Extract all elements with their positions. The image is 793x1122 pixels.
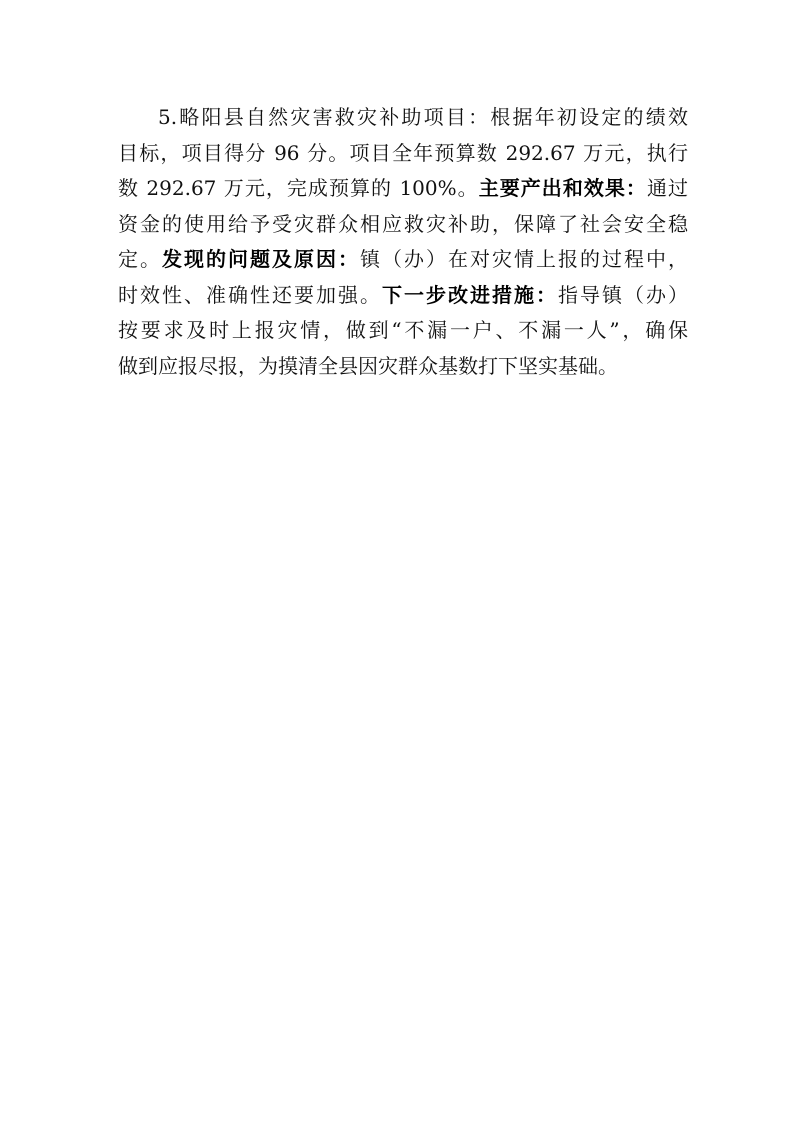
paragraph-line: [118, 278, 688, 314]
line-text: 做到应报尽报，为摸清全县因灾群众基数打下坚实基础。: [118, 353, 618, 378]
paragraph-line: [118, 136, 688, 172]
line-text: 通过: [646, 176, 689, 200]
line-text: 按要求及时上报灾情，做到“不漏一户、不漏一人”，确保: [118, 318, 688, 342]
line-text: 5.略阳县自然灾害救灾补助项目：根据年初设定的绩效: [158, 105, 688, 129]
line-text: 定。: [118, 247, 162, 271]
heading-outputs-effects: 主要产出和效果：: [478, 176, 647, 200]
paragraph-line: [118, 349, 688, 385]
line-text: 资金的使用给予受灾群众相应救灾补助，保障了社会安全稳: [118, 211, 688, 236]
line-text: 镇（办）在对灾情上报的过程中，: [360, 247, 688, 271]
body-paragraph: [118, 100, 688, 384]
heading-next-steps: 下一步改进措施：: [382, 282, 558, 307]
line-text: 数 292.67 万元，完成预算的 100%。: [118, 176, 479, 200]
paragraph-line: [118, 100, 688, 136]
line-text: 时效性、准确性还要加强。: [118, 282, 382, 307]
paragraph-line: [118, 207, 688, 243]
line-text: 目标，项目得分 96 分。项目全年预算数 292.67 万元，执行: [118, 140, 688, 165]
paragraph-line: [118, 171, 688, 207]
paragraph-line: [118, 242, 688, 278]
line-text: 指导镇（办）: [558, 282, 688, 307]
paragraph-line: [118, 313, 688, 349]
heading-problems-causes: 发现的问题及原因：: [162, 247, 360, 271]
